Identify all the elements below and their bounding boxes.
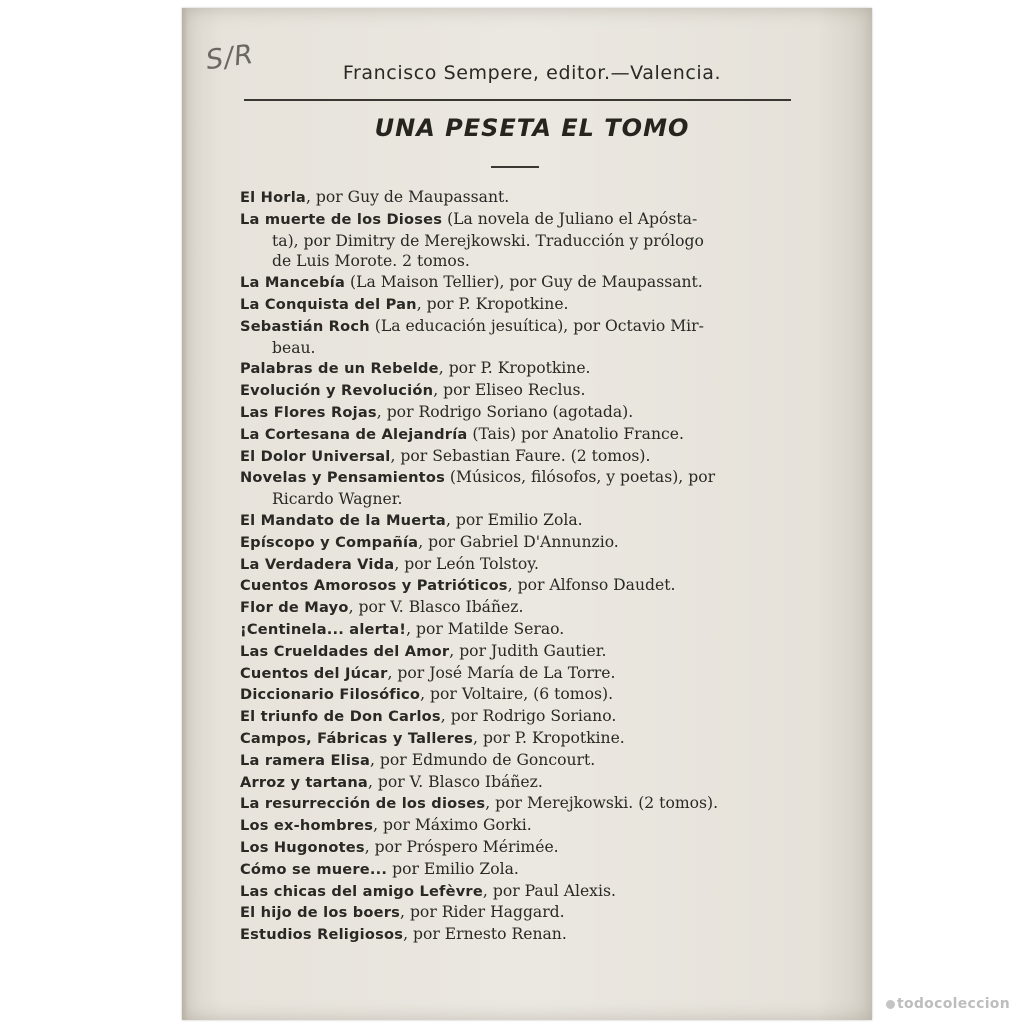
- header-rule: [244, 99, 791, 101]
- book-title: El triunfo de Don Carlos: [240, 708, 441, 726]
- book-author-info: , por Alfonso Daudet.: [507, 576, 676, 595]
- book-author-info: , por Eliseo Reclus.: [433, 381, 586, 400]
- book-title: Las Crueldades del Amor: [240, 642, 450, 660]
- book-author-info: (Músicos, filósofos, y poetas), por: [444, 468, 716, 487]
- watermark-text: todocoleccion: [896, 996, 1010, 1012]
- catalog-entry-line: [240, 467, 800, 489]
- book-title: Cómo se muere...: [240, 860, 388, 878]
- catalog-entry: [240, 316, 800, 359]
- catalog-entry: [240, 554, 800, 576]
- book-author-info: (La novela de Juliano el Apósta-: [442, 209, 698, 228]
- book-title: La Conquista del Pan: [240, 295, 417, 313]
- catalog-entry-line: [240, 772, 800, 794]
- book-author-info: , por Próspero Mérimée.: [364, 837, 559, 856]
- catalog-entry: [240, 663, 800, 685]
- book-title: Los Hugonotes: [240, 838, 365, 856]
- catalog-entry: [240, 467, 800, 510]
- price-heading: UNA PESETA EL TOMO: [374, 114, 690, 142]
- catalog-entry: [240, 815, 800, 837]
- handwritten-note: S/R: [204, 38, 256, 77]
- book-title: Las chicas del amigo Lefèvre: [240, 882, 483, 900]
- catalog-entry-line: [240, 641, 800, 663]
- catalog-entry: [240, 402, 800, 424]
- catalog-entry-line: [240, 750, 800, 772]
- catalog-entry: [240, 772, 800, 794]
- book-title: Sebastián Roch: [240, 317, 370, 335]
- catalog-entry: [240, 706, 800, 728]
- book-title: El Dolor Universal: [240, 447, 391, 465]
- book-author-info: , por José María de La Torre.: [387, 663, 616, 682]
- catalog-entry-line: [240, 837, 800, 859]
- heading-divider: [491, 166, 539, 168]
- watermark: [886, 996, 1010, 1012]
- catalog-entry-line: [240, 684, 800, 706]
- catalog-entry: [240, 575, 800, 597]
- catalog-entry-continuation: de Luis Morote. 2 tomos.: [272, 252, 470, 271]
- book-author-info: , por Guy de Maupassant.: [305, 188, 510, 206]
- catalog-entry: [240, 272, 800, 294]
- catalog-entry: [240, 750, 800, 772]
- catalog-entry: [240, 793, 800, 815]
- catalog-entry: [240, 187, 800, 209]
- book-title: Cuentos del Júcar: [240, 664, 388, 682]
- catalog-entry-line: [240, 554, 800, 576]
- book-author-info: , por Rodrigo Soriano (agotada).: [376, 402, 634, 421]
- book-title: Diccionario Filosófico: [240, 686, 421, 704]
- catalog-entry-line: [240, 510, 800, 532]
- book-title: Novelas y Pensamientos: [240, 469, 445, 487]
- book-author-info: , por Voltaire, (6 tomos).: [420, 685, 614, 704]
- book-title: La Mancebía: [240, 274, 346, 292]
- catalog-entry-line: [240, 380, 800, 402]
- catalog-entry: [240, 597, 800, 619]
- book-title: Cuentos Amorosos y Patrióticos: [240, 577, 508, 595]
- book-author-info: , por Máximo Gorki.: [373, 816, 532, 835]
- book-author-info: , por P. Kropotkine.: [473, 728, 625, 747]
- book-author-info: , por V. Blasco Ibáñez.: [367, 772, 543, 791]
- catalog-entry-line: [240, 272, 800, 294]
- catalog-entry: [240, 924, 800, 946]
- book-title: Palabras de un Rebelde: [240, 360, 439, 378]
- book-title: La ramera Elisa: [240, 751, 371, 769]
- book-author-info: , por Edmundo de Goncourt.: [370, 750, 596, 769]
- book-author-info: , por P. Kropotkine.: [438, 359, 591, 378]
- catalog-entry-continuation: Ricardo Wagner.: [272, 490, 403, 509]
- book-author-info: , por Matilde Serao.: [406, 619, 565, 638]
- catalog-entry-line: [240, 706, 800, 728]
- book-title: ¡Centinela... alerta!: [240, 620, 407, 638]
- catalog-entry-line: [240, 532, 800, 554]
- book-title: Las Flores Rojas: [240, 403, 377, 421]
- catalog-entry: [240, 358, 800, 380]
- catalog-entry: [240, 684, 800, 706]
- book-author-info: , por Merejkowski. (2 tomos).: [485, 794, 719, 813]
- catalog-entry-line: [240, 446, 800, 468]
- book-author-info: , por Paul Alexis.: [482, 881, 616, 900]
- book-title: La resurrección de los dioses: [240, 795, 486, 813]
- catalog-entry-line: [240, 575, 800, 597]
- book-author-info: , por V. Blasco Ibáñez.: [348, 598, 524, 617]
- catalog-entry-line: [240, 619, 800, 641]
- catalog-entry: [240, 510, 800, 532]
- book-author-info: , por León Tolstoy.: [394, 554, 539, 573]
- book-author-info: , por Judith Gautier.: [449, 641, 607, 660]
- catalog-entry: [240, 532, 800, 554]
- catalog-entry-line: [240, 209, 800, 231]
- catalog-entry: [240, 380, 800, 402]
- book-author-info: , por Gabriel D'Annunzio.: [418, 532, 619, 551]
- book-title: Campos, Fábricas y Talleres: [240, 729, 474, 747]
- book-author-info: , por Rider Haggard.: [400, 903, 565, 922]
- catalog-entry-line: [240, 402, 800, 424]
- catalog-entry: [240, 641, 800, 663]
- catalog-entry-line: [240, 859, 800, 881]
- catalog-entry: [240, 881, 800, 903]
- catalog-entry-line: [240, 424, 800, 446]
- book-title: Flor de Mayo: [240, 599, 349, 617]
- catalog-entry: [240, 294, 800, 316]
- book-title: Epíscopo y Compañía: [240, 533, 419, 551]
- catalog-entry-line: [240, 793, 800, 815]
- book-title: Evolución y Revolución: [240, 382, 434, 400]
- catalog-entry-line: [240, 902, 800, 924]
- catalog-entry: [240, 837, 800, 859]
- book-title: El Horla: [240, 189, 306, 206]
- catalog-entry-line: [240, 728, 800, 750]
- book-author-info: , por Rodrigo Soriano.: [440, 707, 617, 726]
- catalog-entry: [240, 209, 800, 272]
- todocoleccion-logo-icon: [886, 1000, 895, 1009]
- book-title: La Cortesana de Alejandría: [240, 425, 468, 443]
- catalog-entry-line: [240, 815, 800, 837]
- catalog-entry: [240, 446, 800, 468]
- catalog-entry: [240, 902, 800, 924]
- book-author-info: (La educación jesuítica), por Octavio Mir-: [369, 316, 704, 335]
- catalog-entry-line: [240, 294, 800, 316]
- book-author-info: por Emilio Zola.: [387, 859, 519, 878]
- book-title: Los ex-hombres: [240, 817, 374, 835]
- catalog-entry: [240, 424, 800, 446]
- book-title: La Verdadera Vida: [240, 555, 395, 573]
- catalog-entry-line: [240, 316, 800, 338]
- catalog-entry-continuation: beau.: [272, 338, 316, 357]
- book-author-info: , por Ernesto Renan.: [403, 925, 567, 944]
- catalog-entry-line: [240, 663, 800, 685]
- book-author-info: , por P. Kropotkine.: [416, 294, 569, 313]
- catalog-entry: [240, 619, 800, 641]
- publisher-line: Francisco Sempere, editor.—Valencia.: [342, 62, 722, 84]
- book-title: La muerte de los Dioses: [240, 210, 443, 228]
- catalog-entry-continuation: ta), por Dimitry de Merejkowski. Traducción y prólogo: [272, 231, 704, 250]
- book-author-info: (Tais) por Anatolio France.: [467, 424, 684, 443]
- catalog-entry-line: [240, 597, 800, 619]
- book-title: El hijo de los boers: [240, 904, 401, 922]
- book-author-info: , por Sebastian Faure. (2 tomos).: [390, 446, 651, 465]
- catalog-entry-line: [240, 881, 800, 903]
- book-title: Arroz y tartana: [240, 773, 368, 791]
- book-author-info: , por Emilio Zola.: [445, 510, 583, 529]
- book-author-info: (La Maison Tellier), por Guy de Maupassant.: [345, 273, 703, 292]
- book-title: Estudios Religiosos: [240, 926, 404, 944]
- catalog-entry-line: [240, 187, 800, 209]
- catalog-page: [182, 8, 872, 1020]
- catalog-entry: [240, 728, 800, 750]
- catalog-entry: [240, 859, 800, 881]
- catalog-entry-line: [240, 924, 800, 946]
- catalog-entry-line: [240, 358, 800, 380]
- book-title: El Mandato de la Muerta: [240, 511, 446, 529]
- book-catalog-list: [240, 187, 800, 946]
